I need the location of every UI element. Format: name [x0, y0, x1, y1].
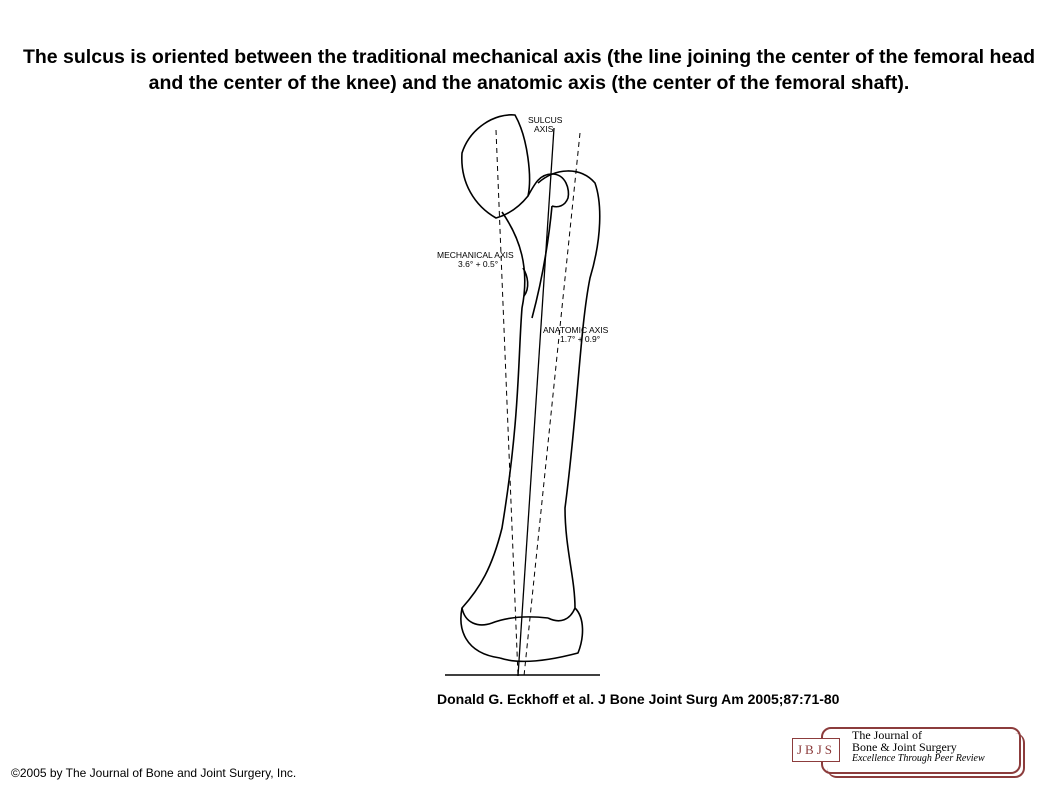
logo-line-1: The Journal of — [852, 728, 922, 742]
sulcus-label-1: SULCUS — [528, 115, 563, 125]
logo-text — [852, 729, 985, 765]
mechanical-label-2: 3.6° + 0.5° — [458, 259, 499, 269]
logo-abbreviation: JBJS — [792, 738, 840, 762]
copyright: ©2005 by The Journal of Bone and Joint Surgery, Inc. — [11, 766, 297, 780]
citation: Donald G. Eckhoff et al. J Bone Joint Surg Am 2005;87:71-80 — [437, 691, 840, 707]
greater-trochanter — [528, 174, 568, 207]
slide-title: The sulcus is oriented between the traditional mechanical axis (the line joining the center of the femoral head and the center of the knee) and the anatomic axis (the center of the femoral shaft). — [22, 46, 1036, 94]
femur-outline-left — [461, 212, 525, 658]
anatomic-label-2: 1.7° + 0.9° — [560, 334, 601, 344]
anatomic-axis-line — [524, 133, 580, 676]
sulcus-label-2: AXIS — [534, 124, 554, 134]
anatomic-label-1: ANATOMIC AXIS — [543, 325, 609, 335]
logo-tagline: Excellence Through Peer Review — [852, 753, 985, 764]
sulcus-axis-line — [518, 128, 554, 676]
jbjs-logo — [790, 725, 1020, 775]
logo-line-2: Bone & Joint Surgery — [852, 740, 957, 754]
mechanical-label-1: MECHANICAL AXIS — [437, 250, 514, 260]
femoral-condyles — [462, 608, 575, 625]
mechanical-axis-line — [496, 130, 518, 676]
femur-diagram — [420, 108, 620, 683]
